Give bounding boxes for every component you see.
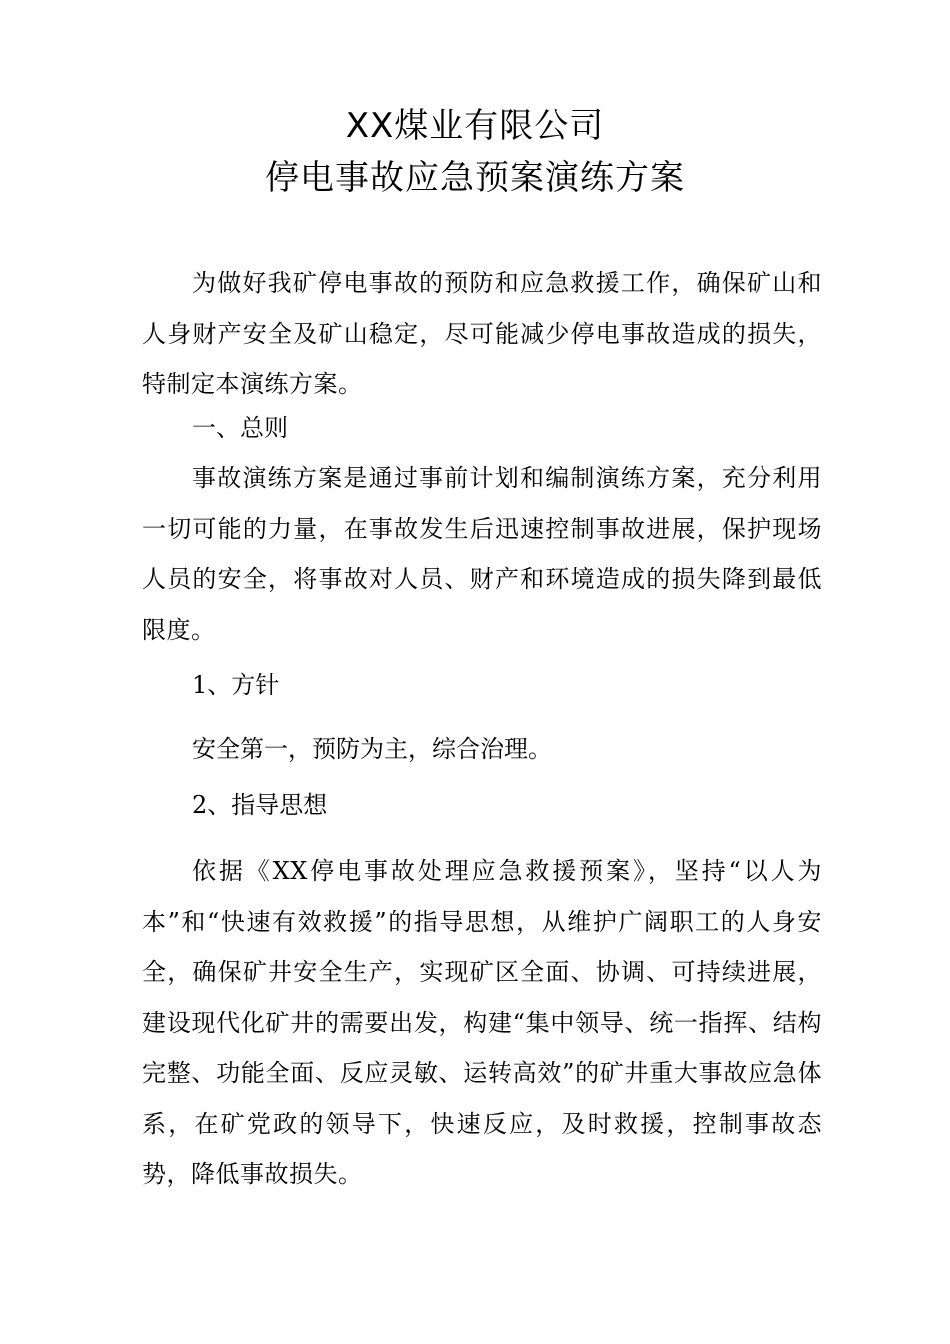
intro-paragraph: 为做好我矿停电事故的预防和应急救援工作，确保矿山和人身财产安全及矿山稳定，尽可能减少停电事故造成的损失，特制定本演练方案。 [142,269,822,398]
general-paragraph: 事故演练方案是通过事前计划和编制演练方案，充分利用一切可能的力量，在事故发生后迅速控制事故进展，保护现场人员的安全，将事故对人员、财产和环境造成的损失降到最低限度。 [142,464,822,644]
policy-paragraph: 安全第一，预防为主，综合治理。 [192,735,552,763]
subsection-heading-policy: 1、方针 [192,671,280,699]
section-heading-general: 一、总则 [192,414,288,442]
subsection-heading-guidance: 2、指导思想 [192,791,328,819]
guidance-paragraph: 依据《XX停电事故处理应急救援预案》，坚持“以人为本”和“快速有效救援”的指导思想，从维护广阔职工的人身安全，确保矿井安全生产，实现矿区全面、协调、可持续进展，建设现代化矿井的需要出发，构建“集中领导、统一指挥、结构完整、功能全面、反应灵敏、运转高效”的矿井重大事故应急体系，在矿党政的领导下，快速反应，及时救援，控制事故态势，降低事故损失。 [142,857,822,1188]
document-title-plan: 停电事故应急预案演练方案 [265,158,685,198]
document-title-company: XX煤业有限公司 [345,106,605,146]
